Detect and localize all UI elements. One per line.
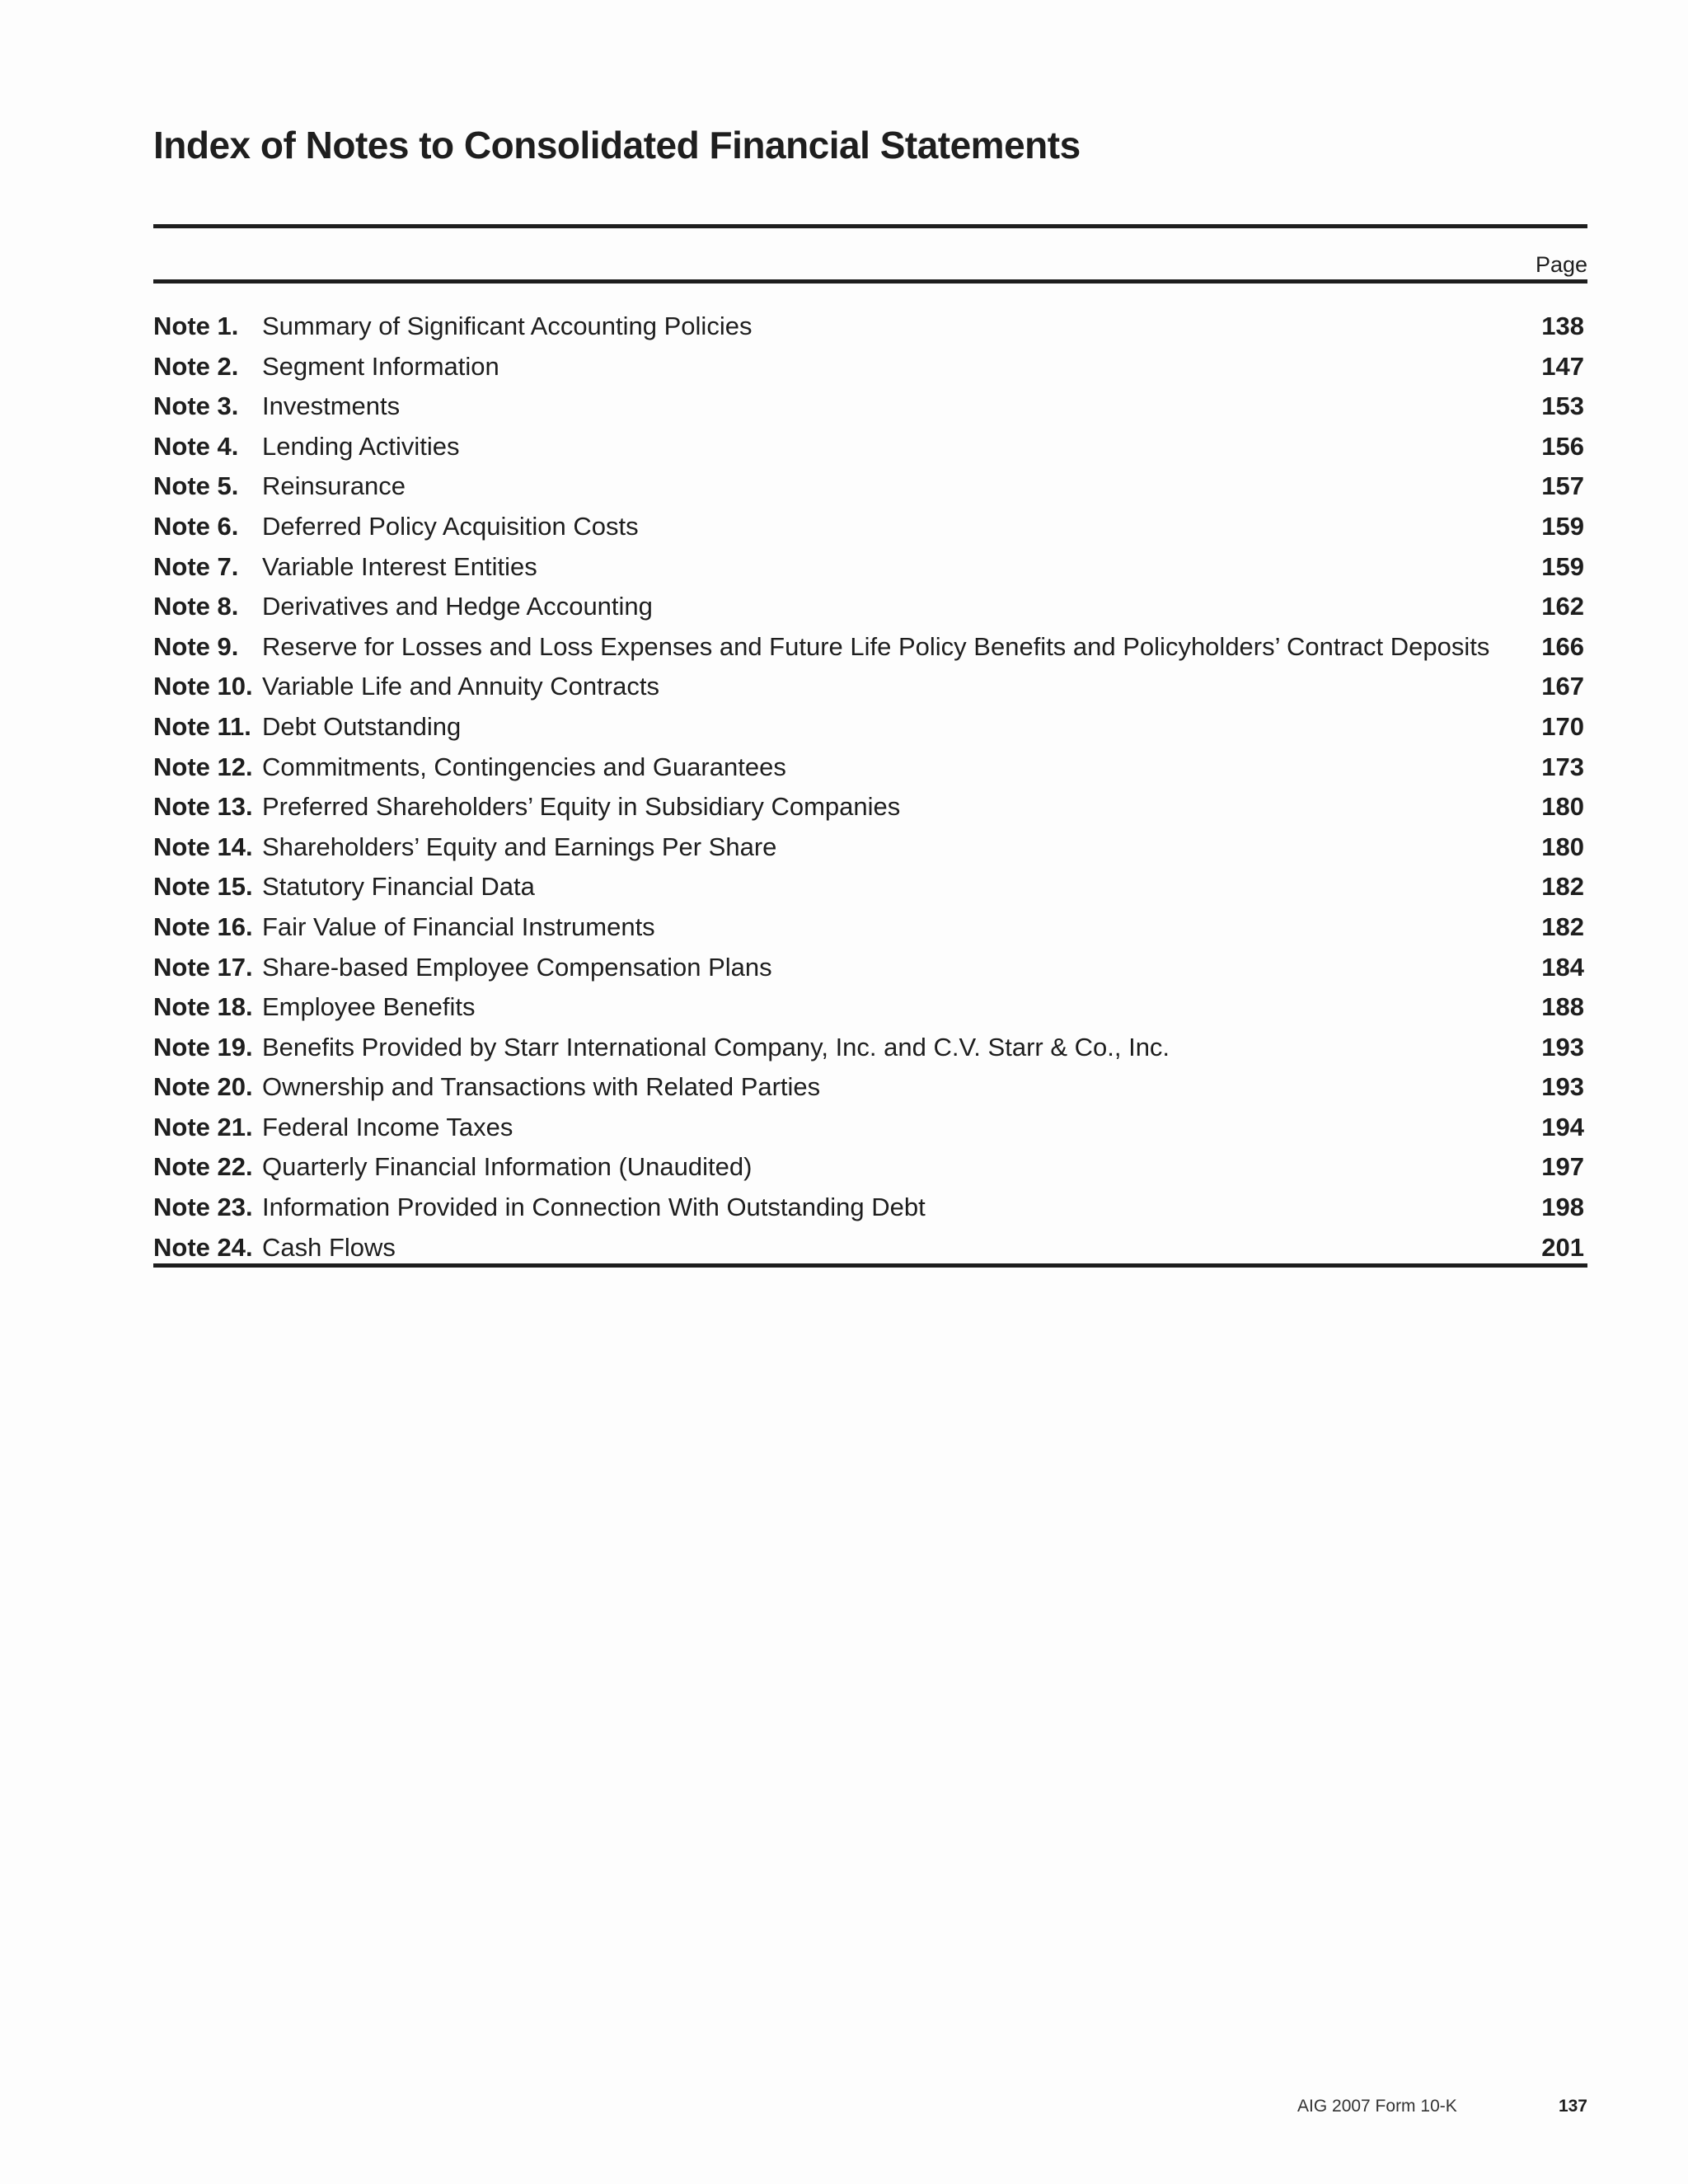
note-row[interactable] xyxy=(153,387,1587,428)
note-label: Note 11. xyxy=(153,711,251,741)
note-label: Note 9. xyxy=(153,631,239,661)
note-page-number: 170 xyxy=(1541,711,1584,741)
note-page-number: 157 xyxy=(1541,471,1584,501)
note-title: Derivatives and Hedge Accounting xyxy=(262,592,653,621)
note-label: Note 12. xyxy=(153,752,253,781)
note-title: Cash Flows xyxy=(262,1232,396,1262)
note-label: Note 10. xyxy=(153,672,253,701)
note-row[interactable] xyxy=(153,949,1587,989)
note-label: Note 6. xyxy=(153,511,239,541)
note-row[interactable] xyxy=(153,628,1587,668)
note-row[interactable] xyxy=(153,788,1587,828)
note-title: Preferred Shareholders’ Equity in Subsidiary Companies xyxy=(262,792,901,822)
top-rule xyxy=(153,224,1587,228)
footer-source-label: AIG 2007 Form 10-K xyxy=(1297,2097,1457,2116)
note-label: Note 14. xyxy=(153,832,253,861)
footer-page-number: 137 xyxy=(1558,2097,1587,2116)
note-label: Note 19. xyxy=(153,1032,253,1062)
note-row[interactable] xyxy=(153,668,1587,708)
note-label: Note 4. xyxy=(153,431,239,461)
note-title: Variable Life and Annuity Contracts xyxy=(262,672,659,701)
note-row[interactable] xyxy=(153,1148,1587,1188)
note-title: Lending Activities xyxy=(262,431,460,461)
note-page-number: 162 xyxy=(1541,592,1584,621)
note-page-number: 197 xyxy=(1541,1152,1584,1182)
bottom-rule xyxy=(153,1263,1587,1268)
note-row[interactable] xyxy=(153,1068,1587,1108)
note-label: Note 5. xyxy=(153,471,239,501)
note-row[interactable] xyxy=(153,828,1587,869)
note-title: Fair Value of Financial Instruments xyxy=(262,912,655,941)
note-label: Note 23. xyxy=(153,1193,253,1222)
note-label: Note 22. xyxy=(153,1152,253,1182)
note-page-number: 201 xyxy=(1541,1232,1584,1262)
note-label: Note 17. xyxy=(153,952,253,982)
note-row[interactable] xyxy=(153,348,1587,388)
note-title: Federal Income Taxes xyxy=(262,1112,513,1141)
note-page-number: 159 xyxy=(1541,511,1584,541)
note-title: Share-based Employee Compensation Plans xyxy=(262,952,772,982)
note-title: Employee Benefits xyxy=(262,992,476,1022)
note-page-number: 138 xyxy=(1541,312,1584,340)
note-label: Note 1. xyxy=(153,312,239,340)
note-page-number: 188 xyxy=(1541,992,1584,1022)
note-row[interactable] xyxy=(153,1029,1587,1069)
note-title: Statutory Financial Data xyxy=(262,872,535,902)
note-page-number: 180 xyxy=(1541,792,1584,822)
note-label: Note 8. xyxy=(153,592,239,621)
note-row[interactable] xyxy=(153,588,1587,628)
note-row[interactable] xyxy=(153,748,1587,789)
note-page-number: 173 xyxy=(1541,752,1584,781)
note-title: Ownership and Transactions with Related Parties xyxy=(262,1072,821,1102)
note-label: Note 13. xyxy=(153,792,253,822)
note-label: Note 20. xyxy=(153,1072,253,1102)
note-label: Note 24. xyxy=(153,1232,253,1262)
note-title: Shareholders’ Equity and Earnings Per Share xyxy=(262,832,777,861)
note-page-number: 180 xyxy=(1541,832,1584,861)
note-page-number: 167 xyxy=(1541,672,1584,701)
note-row[interactable] xyxy=(153,1229,1587,1269)
note-row[interactable] xyxy=(153,1188,1587,1229)
page-title: Index of Notes to Consolidated Financial Statements xyxy=(153,124,1081,166)
note-label: Note 2. xyxy=(153,351,239,381)
note-page-number: 147 xyxy=(1541,351,1584,381)
header-rule xyxy=(153,279,1587,284)
note-title: Investments xyxy=(262,391,401,421)
note-row[interactable] xyxy=(153,428,1587,468)
note-title: Variable Interest Entities xyxy=(262,551,537,581)
note-page-number: 198 xyxy=(1541,1193,1584,1222)
note-row[interactable] xyxy=(153,307,1587,348)
note-page-number: 193 xyxy=(1541,1072,1584,1102)
note-page-number: 194 xyxy=(1541,1112,1584,1141)
note-title: Segment Information xyxy=(262,351,499,381)
note-page-number: 182 xyxy=(1541,872,1584,902)
note-title: Information Provided in Connection With Outstanding Debt xyxy=(262,1193,926,1222)
note-title: Summary of Significant Accounting Policies xyxy=(262,312,753,340)
note-page-number: 156 xyxy=(1541,431,1584,461)
note-page-number: 166 xyxy=(1541,631,1584,661)
note-title: Quarterly Financial Information (Unaudited) xyxy=(262,1152,753,1182)
note-page-number: 182 xyxy=(1541,912,1584,941)
note-label: Note 15. xyxy=(153,872,253,902)
note-label: Note 7. xyxy=(153,551,239,581)
note-label: Note 21. xyxy=(153,1112,253,1141)
page-column-header: Page xyxy=(1535,252,1587,277)
note-title: Reserve for Losses and Loss Expenses and Future Life Policy Benefits and Policyholders’ Contract Deposits xyxy=(262,631,1490,661)
note-row[interactable] xyxy=(153,508,1587,548)
note-row[interactable] xyxy=(153,908,1587,949)
note-label: Note 18. xyxy=(153,992,253,1022)
note-title: Benefits Provided by Starr International Company, Inc. and C.V. Starr & Co., Inc. xyxy=(262,1032,1170,1062)
note-title: Deferred Policy Acquisition Costs xyxy=(262,511,639,541)
note-row[interactable] xyxy=(153,868,1587,908)
note-row[interactable] xyxy=(153,467,1587,508)
note-row[interactable] xyxy=(153,988,1587,1029)
note-page-number: 184 xyxy=(1541,952,1584,982)
note-title: Debt Outstanding xyxy=(262,711,462,741)
note-page-number: 153 xyxy=(1541,391,1584,421)
note-row[interactable] xyxy=(153,1108,1587,1149)
notes-index-list xyxy=(153,307,1587,1268)
note-label: Note 16. xyxy=(153,912,253,941)
note-page-number: 193 xyxy=(1541,1032,1584,1062)
note-title: Commitments, Contingencies and Guarantees xyxy=(262,752,786,781)
note-row[interactable] xyxy=(153,548,1587,588)
note-row[interactable] xyxy=(153,708,1587,748)
note-page-number: 159 xyxy=(1541,551,1584,581)
note-label: Note 3. xyxy=(153,391,239,421)
note-title: Reinsurance xyxy=(262,471,406,501)
